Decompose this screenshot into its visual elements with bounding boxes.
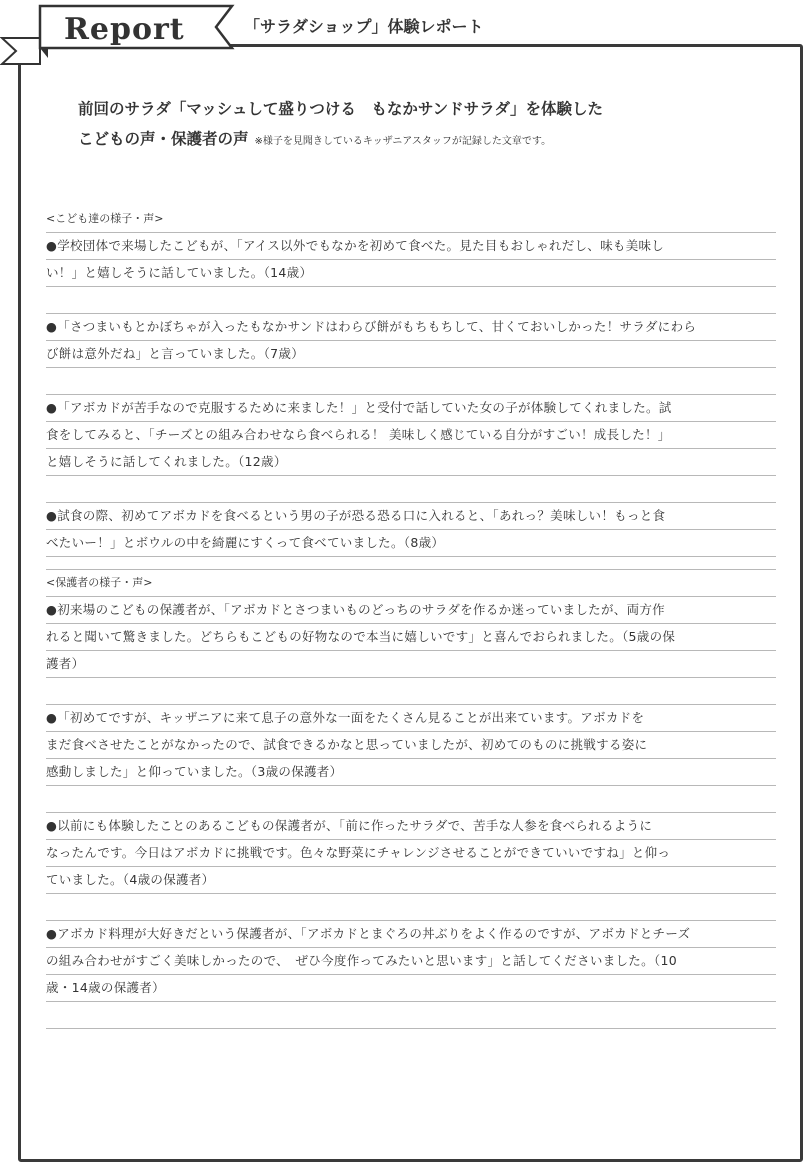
child-entry-line: ●試食の際、初めてアボカドを食べるという男の子が恐る恐る口に入れると、「あれっ？美味しい！もっと食: [46, 503, 776, 530]
guardian-entries: [46, 597, 776, 1029]
guardian-entry-line: まだ食べさせたことがなかったので、試食できるかなと思っていましたが、初めてのものに挑戦する姿に: [46, 732, 776, 759]
ruled-blank-line: [46, 476, 776, 503]
child-entry: [46, 395, 776, 476]
child-entry-line: い！」と嬉しそうに話していました。（14歳）: [46, 260, 776, 287]
guardian-entry: [46, 597, 776, 678]
heading-line-2: [78, 124, 778, 157]
heading-line-1: 前回のサラダ「マッシュして盛りつける もなかサンドサラダ」を体験した: [78, 100, 603, 118]
guardian-entry: [46, 921, 776, 1002]
guardian-entry: [46, 705, 776, 786]
heading-note: ※様子を見聞きしているキッザニアスタッフが記録した文章です。: [254, 136, 552, 147]
child-entry-line: び餅は意外だね」と言っていました。（7歳）: [46, 341, 776, 368]
child-entry: [46, 503, 776, 557]
guardian-entry-line: ●以前にも体験したことのあるこどもの保護者が、「前に作ったサラダで、苦手な人参を食べられるように: [46, 813, 776, 840]
children-section-label: <こども達の様子・声>: [46, 206, 776, 233]
guardian-entry-line: れると聞いて驚きました。どちらもこどもの好物なので本当に嬉しいです」と喜んでおられました。（5歳の保: [46, 624, 776, 651]
ruled-blank-line: [46, 557, 776, 570]
guardian-entry-line: なったんです。今日はアボカドに挑戦です。色々な野菜にチャレンジさせることができていいですね」と仰っ: [46, 840, 776, 867]
guardian-entry-line: 護者）: [46, 651, 776, 678]
guardian-entry-line: の組み合わせがすごく美味しかったので、 ぜひ今度作ってみたいと思います」と話してくださいました。（10: [46, 948, 776, 975]
report-subtitle: 「サラダショップ」体験レポート: [244, 17, 484, 36]
guardian-entry-line: ●初来場のこどもの保護者が、「アボカドとさつまいものどっちのサラダを作るか迷っていましたが、両方作: [46, 597, 776, 624]
guardians-section-label: <保護者の様子・声>: [46, 570, 776, 597]
child-entry-line: と嬉しそうに話してくれました。（12歳）: [46, 449, 776, 476]
child-entry-line: ●「さつまいもとかぼちゃが入ったもなかサンドはわらび餅がもちもちして、甘くておいしかった！サラダにわら: [46, 314, 776, 341]
heading-line-2-text: こどもの声・保護者の声: [78, 130, 249, 148]
ruled-blank-line: [46, 368, 776, 395]
report-content: [46, 206, 776, 1029]
guardian-entry-line: 感動しました」と仰っていました。（3歳の保護者）: [46, 759, 776, 786]
child-entry-line: ●「アボカドが苦手なので克服するために来ました！」と受付で話していた女の子が体験してくれました。試: [46, 395, 776, 422]
guardian-entry-line: ●「初めてですが、キッザニアに来て息子の意外な一面をたくさん見ることが出来ています。アボカドを: [46, 705, 776, 732]
ruled-blank-line: [46, 678, 776, 705]
guardian-entry: [46, 813, 776, 894]
child-entry-line: 食をしてみると、「チーズとの組み合わせなら食べられる！ 美味しく感じている自分がすごい！成長した！」: [46, 422, 776, 449]
guardian-entry-line: 歳・14歳の保護者）: [46, 975, 776, 1002]
ruled-blank-line: [46, 786, 776, 813]
page-heading: [78, 94, 778, 157]
child-entry: [46, 314, 776, 368]
child-entry: [46, 233, 776, 287]
ruled-blank-line: [46, 287, 776, 314]
child-entry-line: べたいー！」とボウルの中を綺麗にすくって食べていました。（8歳）: [46, 530, 776, 557]
report-badge-label: Report: [64, 12, 185, 47]
guardian-entry-line: ていました。（4歳の保護者）: [46, 867, 776, 894]
children-entries: [46, 233, 776, 570]
ruled-blank-line: [46, 1002, 776, 1029]
child-entry-line: ●学校団体で来場したこどもが、「アイス以外でもなかを初めて食べた。見た目もおしゃれだし、味も美味し: [46, 233, 776, 260]
ruled-blank-line: [46, 894, 776, 921]
guardian-entry-line: ●アボカド料理が大好きだという保護者が、「アボカドとまぐろの丼ぶりをよく作るのですが、アボカドとチーズ: [46, 921, 776, 948]
